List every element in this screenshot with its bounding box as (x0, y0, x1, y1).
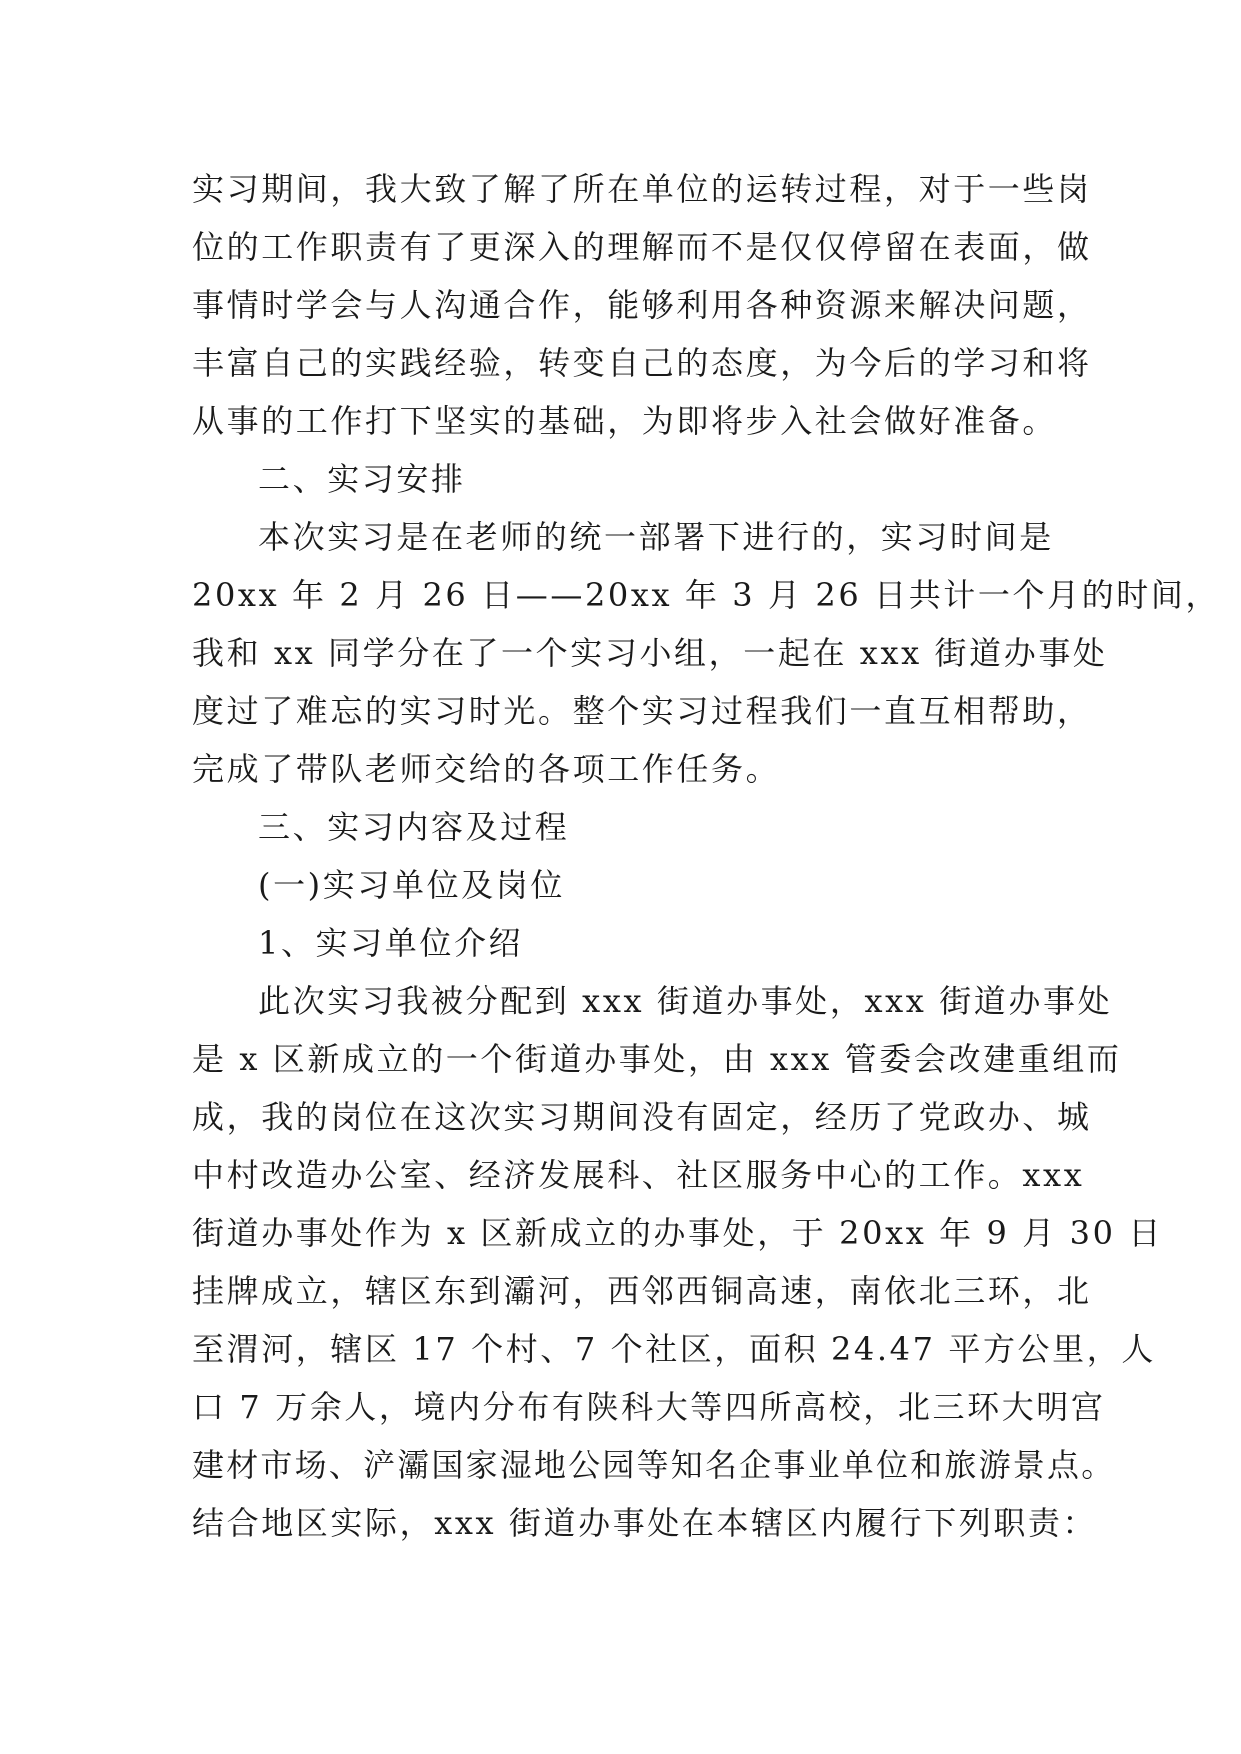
paragraph-line: 至渭河，辖区 17 个村、7 个社区，面积 24.47 平方公里，人 (192, 1330, 1156, 1368)
paragraph-line: 口 7 万余人，境内分布有陕科大等四所高校，北三环大明宫 (192, 1388, 1106, 1426)
paragraph-line: 街道办事处作为 x 区新成立的办事处，于 20xx 年 9 月 30 日 (192, 1214, 1163, 1252)
paragraph-line: 成，我的岗位在这次实习期间没有固定，经历了党政办、城 (192, 1098, 1092, 1136)
section-heading: 三、实习内容及过程 (258, 808, 570, 846)
paragraph-line: 位的工作职责有了更深入的理解而不是仅仅停留在表面，做 (192, 228, 1092, 266)
paragraph-line: 挂牌成立，辖区东到灞河，西邻西铜高速，南依北三环，北 (192, 1272, 1092, 1310)
paragraph-line: 丰富自己的实践经验，转变自己的态度，为今后的学习和将 (192, 344, 1092, 382)
subsection-heading: 1、实习单位介绍 (258, 924, 524, 962)
paragraph-line: 本次实习是在老师的统一部署下进行的，实习时间是 (258, 518, 1054, 556)
section-heading: 二、实习安排 (258, 460, 466, 498)
document-body (192, 160, 1221, 1552)
paragraph-line: 20xx 年 2 月 26 日——20xx 年 3 月 26 日共计一个月的时间， (192, 576, 1221, 614)
paragraph-line: 我和 xx 同学分在了一个实习小组，一起在 xxx 街道办事处 (192, 634, 1108, 672)
paragraph-line: 中村改造办公室、经济发展科、社区服务中心的工作。xxx (192, 1156, 1085, 1194)
paragraph-line: 度过了难忘的实习时光。整个实习过程我们一直互相帮助， (192, 692, 1092, 730)
paragraph-line: 结合地区实际，xxx 街道办事处在本辖区内履行下列职责： (192, 1504, 1098, 1542)
paragraph-line: 事情时学会与人沟通合作，能够利用各种资源来解决问题， (192, 286, 1092, 324)
paragraph-line: 实习期间，我大致了解了所在单位的运转过程，对于一些岗 (192, 170, 1092, 208)
paragraph-line: 建材市场、浐灞国家湿地公园等知名企事业单位和旅游景点。 (192, 1446, 1116, 1484)
paragraph-line: 从事的工作打下坚实的基础，为即将步入社会做好准备。 (192, 402, 1058, 440)
paragraph-line: 此次实习我被分配到 xxx 街道办事处，xxx 街道办事处 (258, 982, 1113, 1020)
paragraph-line: 完成了带队老师交给的各项工作任务。 (192, 750, 781, 788)
subsection-heading: (一)实习单位及岗位 (258, 866, 565, 904)
paragraph-line: 是 x 区新成立的一个街道办事处，由 xxx 管委会改建重组而 (192, 1040, 1122, 1078)
